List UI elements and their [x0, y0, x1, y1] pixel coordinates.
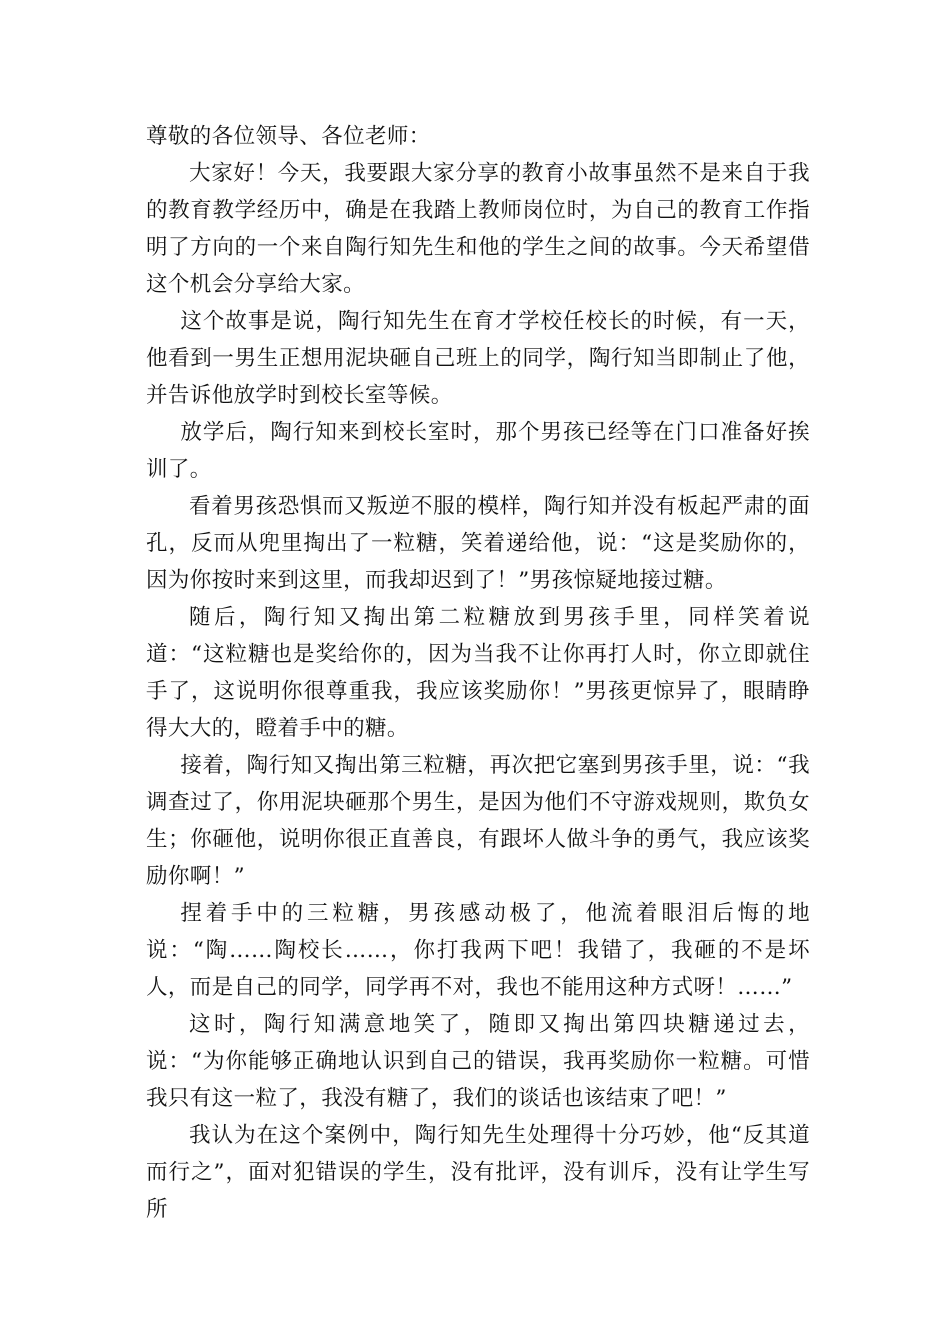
paragraph-2: 这个故事是说，陶行知先生在育才学校任校长的时候，有一天，他看到一男生正想用泥块砸自己班上的同学，陶行知当即制止了他，并告诉他放学时到校长室等候。	[146, 309, 810, 408]
paragraph-7: 捏着手中的三粒糖，男孩感动极了，他流着眼泪后悔的地说：“陶……陶校长……，你打我两下吧！我错了，我砸的不是坏人，而是自己的同学，同学再不对，我也不能用这种方式呀！……”	[146, 901, 810, 1000]
paragraph-5: 随后，陶行知又掏出第二粒糖放到男孩手里，同样笑着说道：“这粒糖也是奖给你的，因为当我不让你再打人时，你立即就住手了，这说明你很尊重我，我应该奖励你！”男孩更惊异了，眼睛睁得大大的，瞪着手中的糖。	[146, 605, 810, 741]
paragraph-1: 大家好！今天，我要跟大家分享的教育小故事虽然不是来自于我的教育教学经历中，确是在我踏上教师岗位时，为自己的教育工作指明了方向的一个来自陶行知先生和他的学生之间的故事。今天希望借这个机会分享给大家。	[146, 161, 810, 297]
paragraph-4: 看着男孩恐惧而又叛逆不服的模样，陶行知并没有板起严肃的面孔，反而从兜里掏出了一粒糖，笑着递给他，说：“这是奖励你的，因为你按时来到这里，而我却迟到了！”男孩惊疑地接过糖。	[146, 494, 810, 593]
salutation: 尊敬的各位领导、各位老师：	[146, 124, 431, 149]
paragraph-3: 放学后，陶行知来到校长室时，那个男孩已经等在门口准备好挨训了。	[146, 420, 810, 482]
paragraph-6: 接着，陶行知又掏出第三粒糖，再次把它塞到男孩手里，说：“我调查过了，你用泥块砸那个男生，是因为他们不守游戏规则，欺负女生；你砸他，说明你很正直善良，有跟坏人做斗争的勇气，我应该奖励你啊！”	[146, 753, 810, 889]
document-body	[146, 118, 810, 1228]
paragraph-9: 我认为在这个案例中，陶行知先生处理得十分巧妙，他“反其道而行之”，面对犯错误的学生，没有批评，没有训斥，没有让学生写所	[146, 1123, 810, 1222]
paragraph-8: 这时，陶行知满意地笑了，随即又掏出第四块糖递过去，说：“为你能够正确地认识到自己的错误，我再奖励你一粒糖。可惜我只有这一粒了，我没有糖了，我们的谈话也该结束了吧！”	[146, 1012, 810, 1111]
